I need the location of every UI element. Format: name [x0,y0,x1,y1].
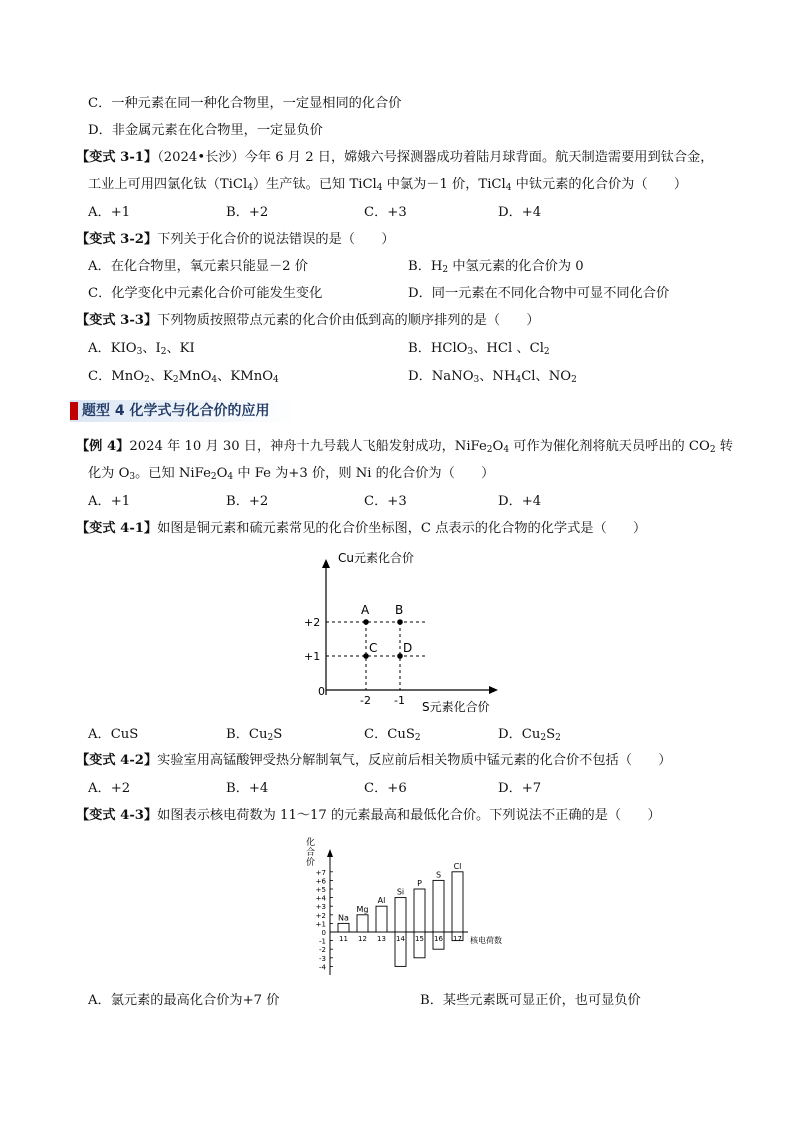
option-b[interactable]: B．+2 [226,494,269,509]
y-axis-label-char: 合 [306,848,316,858]
y-tick-label: +6 [315,877,326,886]
text-span: 工业上可用四氯化钛（TiCl [88,177,248,192]
y-tick-label: 0 [321,929,326,937]
y-axis-arrow [327,849,333,857]
text-span: 、HCl 、Cl [473,341,544,356]
bar-max-11 [338,923,349,932]
option-d[interactable]: D．+4 [498,494,542,509]
x-tick-label: -1 [394,694,405,707]
option-a[interactable]: A．+2 [88,781,131,796]
y-tick-label: -3 [319,954,326,963]
x-axis-label: 核电荷数 [470,936,502,945]
question-tag: 【变式 4-3】 [76,808,158,823]
subscript: 3 [473,375,480,385]
option-b[interactable] [408,258,584,279]
text-span: A．KIO [88,341,137,356]
text-span: O [216,466,228,481]
subscript: 2 [160,347,167,357]
element-label: Al [377,896,386,906]
x-tick-label: 17 [453,935,462,943]
y-tick-label: +1 [304,650,321,663]
text-span: ）生产钛。已知 TiCl [252,177,377,192]
option-c[interactable] [364,726,421,747]
subscript: 4 [273,375,279,385]
option-c[interactable]: C．+6 [364,781,407,796]
option-c[interactable] [88,368,279,389]
x-tick-label: 12 [358,935,367,943]
option-c[interactable]: C．+3 [364,205,407,220]
bar-max-15 [414,889,425,932]
option-a[interactable]: A．+1 [88,205,131,220]
y-axis-label: Cu元素化合价 [338,551,414,565]
question-text: 下列关于化合价的说法错误的是（ ） [157,232,395,247]
subscript: 2 [540,733,547,743]
option-c[interactable]: C．化学变化中元素化合价可能发生变化 [88,286,323,301]
subscript: 4 [503,445,510,455]
text-span: A．CuS [88,727,139,742]
option-a[interactable]: A．在化合物里，氧元素只能显－2 价 [88,259,308,274]
subscript: 4 [515,375,522,385]
point-label: C [369,641,378,655]
text-span: B．HClO [408,341,468,356]
text-span: 2024 年 10 月 30 日，神舟十九号载人飞船发射成功，NiFe [129,439,487,454]
option-b[interactable]: B．+4 [226,781,269,796]
subscript: 4 [505,183,512,193]
text-span: Cl、NO [521,369,572,384]
question-text: 如图表示核电荷数为 11～17 的元素最高和最低化合价。下列说法不正确的是（ ） [157,808,661,823]
question-text: （2024•长沙）今年 6 月 2 日，嫦娥六号探测器成功着陆月球背面。航天制造需要用到钛合金， [157,150,714,165]
bar-max-17 [452,872,463,932]
text-span: 、K [149,369,173,384]
text-span: 。已知 NiFe [135,466,211,481]
option-d[interactable] [408,368,577,389]
section-title: 题型 4 化学式与化合价的应用 [82,403,270,419]
section-heading-mark [70,402,78,420]
text-span: C．MnO [88,369,145,384]
subscript: 2 [571,375,577,385]
text-span: B．Cu [226,727,268,742]
x-tick-label: 16 [434,935,443,943]
element-label: Si [396,887,405,897]
subscript: 2 [172,375,179,385]
y-axis-label-char: 化 [306,838,316,848]
text-span: B．H [408,259,443,274]
option-d[interactable]: D．+7 [498,781,542,796]
text-span: D．NaNO [408,369,474,384]
origin-label: 0 [318,685,325,698]
question-tag: 【变式 3-1】 [76,150,158,165]
text-span: 中氯为－1 价，TiCl [382,177,506,192]
subscript: 2 [709,445,716,455]
point-label: A [361,603,370,617]
subscript: 2 [144,375,150,385]
valence-bar-chart [298,833,518,983]
element-label: Na [338,913,349,923]
data-point-a [363,619,369,625]
option-a[interactable]: A．氯元素的最高化合价为+7 价 [88,993,280,1008]
option-d-text: D．非金属元素在化合物里，一定显负价 [88,123,323,138]
element-label: S [435,870,442,880]
question-4-1 [76,520,646,538]
bar-max-13 [376,906,387,932]
point-label: B [395,603,404,617]
text-span: 、KMnO [217,369,274,384]
text-span: 中钛元素的化合价为（ ） [511,177,688,192]
data-point-b [397,619,403,625]
y-tick-label: -4 [319,963,326,972]
x-tick-label: 14 [396,935,405,943]
y-axis-label-char: 价 [306,858,316,868]
y-tick-label: +1 [315,920,326,929]
point-label: D [403,641,413,655]
subscript: 2 [543,347,550,357]
text-span: S [273,727,283,742]
subscript: 4 [227,472,234,482]
subscript: 4 [247,183,253,193]
text-span: S [546,727,556,742]
text-span: 、NH [479,369,516,384]
text-span: C．CuS [364,727,415,742]
y-tick-label: +2 [304,616,321,629]
question-3-1-line2 [88,176,687,197]
element-label: Mg [356,904,369,914]
y-axis-arrow [322,559,330,568]
option-b[interactable] [226,726,282,747]
text-span: D．Cu [498,727,541,742]
question-tag: 【变式 3-2】 [76,232,158,247]
option-d[interactable]: D．+4 [498,205,542,220]
example-4 [76,438,733,459]
y-tick-label: +2 [315,911,326,920]
question-4-3 [76,807,661,825]
bar-max-14 [395,898,406,932]
option-b[interactable] [408,340,550,361]
text-span: MnO [178,369,212,384]
data-point-d [397,653,403,659]
valence-coordinate-chart [290,545,520,720]
y-tick-label: +5 [315,886,326,894]
element-label: Cl [453,861,462,871]
option-d[interactable]: D．同一元素在不同化合物中可显不同化合价 [408,286,670,301]
option-c-text: C．一种元素在同一种化合物里，一定显相同的化合价 [88,96,402,111]
subscript: 2 [555,733,561,743]
x-tick-label: -2 [360,694,371,707]
text-span: 可作为催化剂将航天员呼出的 CO [509,439,710,454]
subscript: 2 [267,733,274,743]
y-tick-label: +3 [315,903,326,912]
text-span: 转 [715,439,733,454]
option-b[interactable]: B．+2 [226,205,269,220]
y-tick-label: -2 [319,946,326,955]
question-tag: 【变式 4-2】 [76,753,158,768]
text-span: 中氢元素的化合价为 0 [448,259,584,274]
subscript: 2 [210,472,217,482]
question-text: 如图是铜元素和硫元素常见的化合价坐标图，C 点表示的化合物的化学式是（ ） [157,521,647,536]
text-span: O [492,439,504,454]
option-a[interactable] [88,340,195,361]
bar-max-16 [433,880,444,932]
x-tick-label: 15 [415,935,424,943]
option-d[interactable] [498,726,561,747]
subscript: 3 [467,347,474,357]
element-label: P [417,879,422,888]
question-3-2 [76,231,395,249]
option-a[interactable] [88,726,138,744]
question-tag: 【例 4】 [76,439,130,454]
subscript: 2 [486,445,493,455]
text-span: 、I [142,341,161,356]
data-point-c [363,653,369,659]
y-tick-label: -1 [319,937,326,946]
text-span: 中 Fe 为+3 价，则 Ni 的化合价为（ ） [233,466,495,481]
x-axis-arrow [489,686,498,694]
question-tag: 【变式 3-3】 [76,313,158,328]
question-3-1 [76,149,713,167]
x-tick-label: 11 [339,935,348,943]
x-tick-label: 13 [377,935,386,943]
text-span: 、KI [166,341,195,356]
question-tag: 【变式 4-1】 [76,521,158,536]
question-text: 下列物质按照带点元素的化合价由低到高的顺序排列的是（ ） [157,313,540,328]
question-4-2 [76,752,671,770]
y-tick-label: +7 [315,868,326,877]
subscript: 3 [129,472,136,482]
question-3-3 [76,312,540,330]
subscript: 4 [376,183,383,193]
text-span: 化为 O [88,466,130,481]
question-text: 实验室用高锰酸钾受热分解制氧气，反应前后相关物质中锰元素的化合价不包括（ ） [157,753,672,768]
y-tick-label: +4 [315,894,326,903]
option-a[interactable]: A．+1 [88,494,131,509]
option-c[interactable]: C．+3 [364,494,407,509]
x-axis-label: S元素化合价 [422,700,490,714]
option-b[interactable]: B．某些元素既可显正价，也可显负价 [420,993,641,1008]
subscript: 2 [414,733,421,743]
example-4-line2 [88,465,494,486]
subscript: 3 [136,347,143,357]
subscript: 4 [211,375,218,385]
subscript: 2 [442,265,449,275]
bar-max-12 [357,915,368,932]
